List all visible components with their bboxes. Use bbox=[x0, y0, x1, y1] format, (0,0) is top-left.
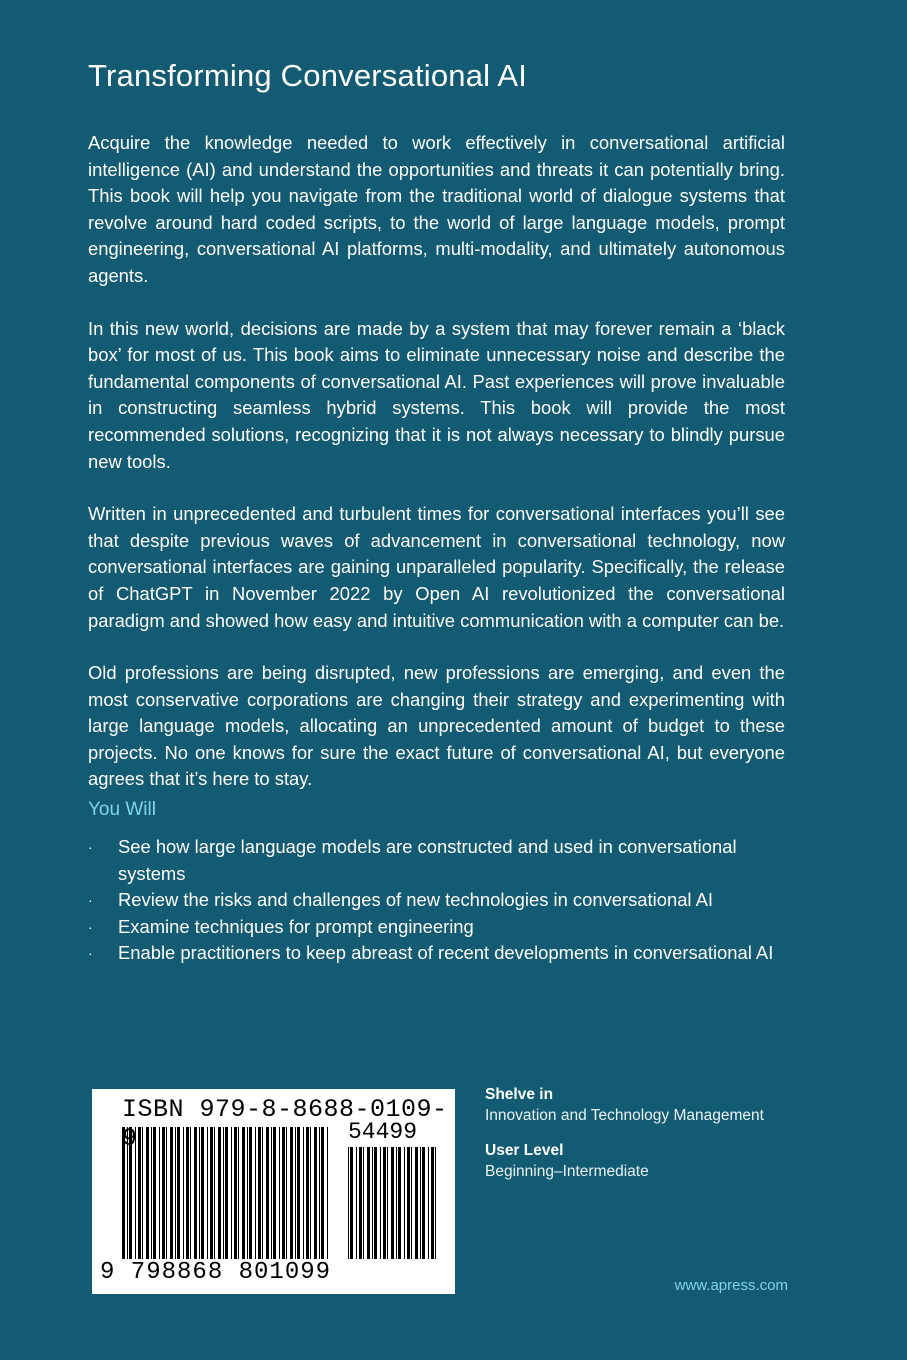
barcode-bar bbox=[383, 1147, 386, 1259]
barcode-bar bbox=[391, 1147, 394, 1259]
barcode-bar bbox=[407, 1147, 410, 1259]
barcode-bar bbox=[422, 1147, 425, 1259]
barcode-bar bbox=[356, 1147, 357, 1259]
barcode-bar bbox=[359, 1147, 362, 1259]
barcode-bar bbox=[411, 1147, 412, 1259]
barcode-bar bbox=[363, 1147, 364, 1259]
list-item: · Examine techniques for prompt engineering bbox=[88, 914, 788, 941]
you-will-heading: You Will bbox=[88, 799, 156, 820]
paragraph-2: In this new world, decisions are made by a system that may forever remain a ‘black box’ for most of us. This book aims to eliminate unnecessary noise and describe the fundamental components of conversational AI. Past experiences will prove invaluable in constructing seamless hybrid systems. This book will provide the most recommended solutions, recognizing that it is not always necessary to blindly pursue new tools. bbox=[88, 317, 785, 472]
barcode-bar bbox=[420, 1147, 421, 1259]
barcode-bar bbox=[415, 1147, 418, 1259]
barcode-bar bbox=[435, 1147, 436, 1259]
bullet-icon: · bbox=[88, 839, 93, 855]
book-title: Transforming Conversational AI bbox=[88, 58, 528, 93]
barcode-bar bbox=[374, 1147, 377, 1259]
bullet-icon: · bbox=[88, 892, 93, 909]
paragraph-4: Old professions are being disrupted, new professions are emerging, and even the most conservative corporations are changing their strategy and experimenting with large language models, allocating an unprecedented amount of budget to these projects. No one knows for sure the exact future of conversational AI, but everyone agrees that it’s here to stay. bbox=[88, 662, 785, 790]
list-item: · See how large language models are constructed and used in conversational systems bbox=[88, 836, 737, 884]
shelve-label: Shelve in bbox=[485, 1086, 554, 1103]
barcode-bar bbox=[428, 1147, 429, 1259]
ean-number: 9 798868 801099 bbox=[100, 1259, 332, 1286]
barcode-bar bbox=[348, 1147, 349, 1259]
barcode-bar bbox=[396, 1147, 397, 1259]
barcode-bar bbox=[367, 1147, 370, 1259]
user-level-label: User Level bbox=[485, 1142, 564, 1159]
shelve-value: Innovation and Technology Management bbox=[485, 1107, 764, 1124]
list-item: · Enable practitioners to keep abreast of recent developments in conversational AI bbox=[88, 940, 788, 967]
bullet-icon: · bbox=[88, 918, 93, 935]
description bbox=[88, 130, 785, 819]
user-level-value: Beginning–Intermediate bbox=[485, 1163, 649, 1180]
isbn-barcode bbox=[92, 1089, 455, 1294]
barcode-bar bbox=[404, 1147, 405, 1259]
list-item: · Review the risks and challenges of new technologies in conversational AI bbox=[88, 887, 788, 914]
barcode-bar bbox=[372, 1147, 373, 1259]
paragraph-1: Acquire the knowledge needed to work effectively in conversational artificial intelligence (AI) and understand the opportunities and threats it can potentially bring. This book will help you navigate from the traditional world of dialogue systems that revolve around hard coded scripts, to the world of large language models, prompt engineering, conversational AI platforms, multi-modality, and ultimately autonomous agents. bbox=[88, 132, 785, 286]
publisher-url[interactable]: www.apress.com bbox=[674, 1277, 788, 1294]
shelving-info bbox=[485, 1085, 764, 1197]
you-will-list bbox=[88, 834, 788, 967]
barcode-bar bbox=[350, 1147, 353, 1259]
paragraph-3: Written in unprecedented and turbulent times for conversational interfaces you’ll see that despite previous waves of advancement in conversational technology, now conversational interfaces are gaining unparalleled popularity. Specifically, the release of ChatGPT in November 2022 by Open AI revolutionized the conversational paradigm and showed how easy and intuitive communication with a computer can be. bbox=[88, 503, 785, 631]
barcode-bar bbox=[380, 1147, 381, 1259]
isbn-number: ISBN 979-8-8688-0109-9 bbox=[122, 1095, 448, 1153]
price-code: 54499 bbox=[348, 1119, 418, 1145]
bullet-icon: · bbox=[88, 945, 93, 962]
barcode-bar bbox=[431, 1147, 434, 1259]
barcode-bar bbox=[387, 1147, 388, 1259]
barcode-bar bbox=[398, 1147, 401, 1259]
